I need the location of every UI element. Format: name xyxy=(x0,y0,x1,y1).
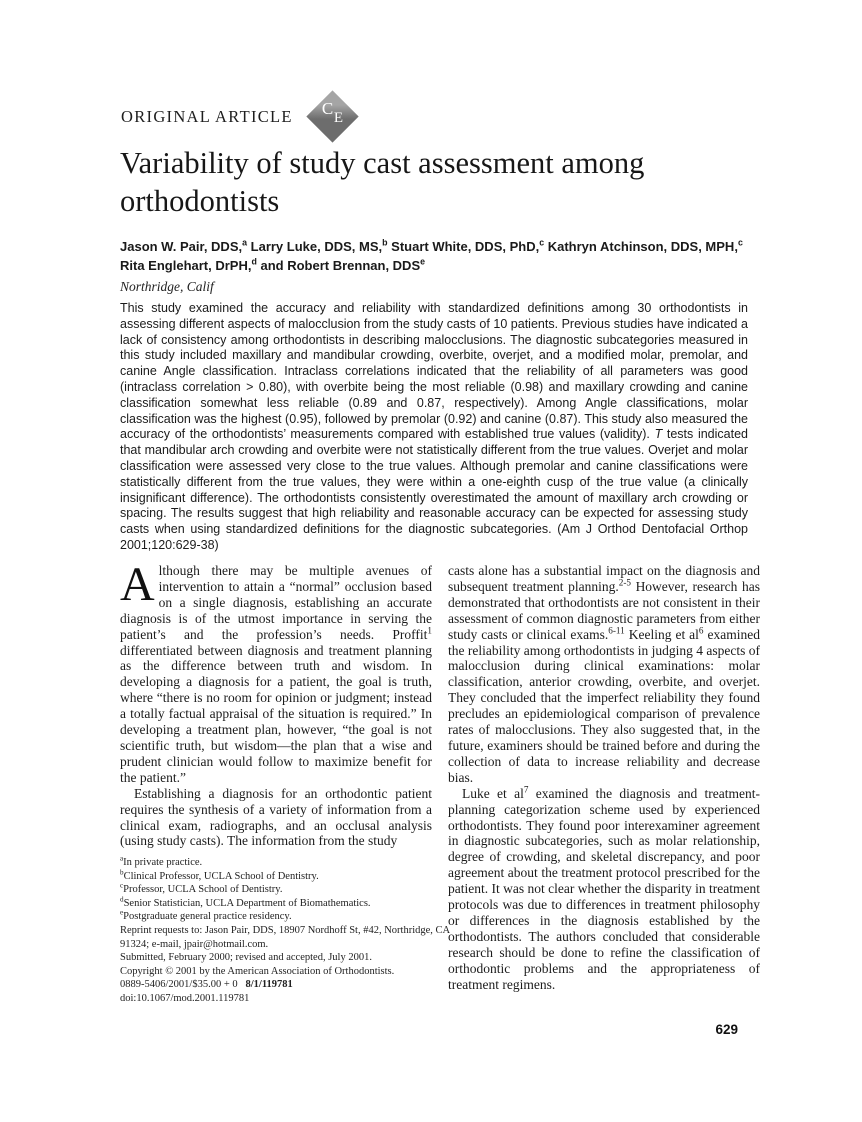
author-line: Jason W. Pair, DDS,$^a$ Larry Luke, DDS, MS,$^b$ Stuart White, DDS, PhD,$^c$ Kathryn Atchinson, DDS, MPH,$^c$ Rita Englehart, DrPH,$^d$ and Robert Brennan, DDS$^e$ xyxy=(120,237,743,273)
footnote-block xyxy=(120,856,452,1006)
footnote-reprint: Reprint requests to: Jason Pair, DDS, 18907 Nordhoff St, #42, Northridge, CA 91324; e-mail, jpair@hotmail.com. xyxy=(120,924,450,950)
article-title: Variability of study cast assessment among orthodontists xyxy=(120,146,645,218)
footnote: $^a$In private practice. xyxy=(120,854,203,868)
footnote-copyright: Copyright © 2001 by the American Association of Orthodontists. xyxy=(120,965,395,977)
body-paragraph: casts alone has a substantial impact on the diagnosis and subsequent treatment planning.$^{2-5}$ However, research has demonstrated that orthodontists are not consistent in their assessment of common diagnostic parameters from either study casts or clinical exams.$^{6-11}$ Keeling et $al^6$ examined the reliability among orthodontists in judging 4 aspects of malocclusion during clinical examinations: molar classification, anterior crowding, overbite, and overjet. They concluded that the imperfect reliability they found precludes an epidemiological comparison of prevalence rates of malocclusions. They also suggested that, in the future, examiners should be trained before and during the collection of data to increase reliability and decrease bias. xyxy=(448,563,760,785)
page-number: 629 xyxy=(715,1022,738,1037)
drop-cap: A xyxy=(120,558,155,611)
article-type-label: ORIGINAL ARTICLE xyxy=(121,107,293,126)
footnote-submitted: Submitted, February 2000; revised and accepted, July 2001. xyxy=(120,952,372,964)
affiliation: Northridge, Calif xyxy=(120,279,214,294)
ce-letter-c: C xyxy=(321,99,334,118)
ce-credit-icon xyxy=(307,91,359,143)
footnote: $^b$Clinical Professor, UCLA School of Dentistry. xyxy=(120,868,319,882)
intro-text: lthough there may be multiple avenues of intervention to attain a “normal” occlusion based on a single diagnosis, establishing an accurate diagnosis is of the utmost importance in serving the patient’s and the profession’s needs. Proffit$^1$ differentiated between diagnosis and treatment planning as the difference between truth and wisdom. In developing a diagnosis for a patient, the goal is truth, where “there is no room for opinion or judgment; instead a totally factual appraisal of the situation is required.” In developing a treatment plan, however, “the goal is not scientific truth, but wisdom—the plan that a wise and prudent clinician would follow to maximize benefit for the patient.” xyxy=(120,563,432,785)
ce-letter-e: E xyxy=(333,110,343,126)
right-column xyxy=(448,563,760,992)
body-paragraph: Establishing a diagnosis for an orthodontic patient requires the synthesis of a variety of information from a clinical exam, radiographs, and an occlusal analysis (using study casts). The information from the study xyxy=(120,785,432,849)
footnote-doi: doi:10.1067/mod.2001.119781 xyxy=(120,992,250,1004)
body-paragraph-intro xyxy=(120,558,432,786)
footnote: $^c$Professor, UCLA School of Dentistry. xyxy=(120,881,283,896)
footnote: $^e$Postgraduate general practice residency. xyxy=(120,908,292,923)
footnote-issn: 0889-5406/2001/$35.00 + 0 8/1/119781 xyxy=(120,979,293,991)
abstract-text: This study examined the accuracy and reliability with standardized definitions among 30 orthodontists in assessing different aspects of malocclusion from the study casts of 10 patients. Previous studies have indicated a lack of consistency among orthodontists in describing malocclusions. The diagnostic subcategories measured in this study included maxillary and mandibular crowding, overbite, overjet, and a modified molar, premolar, and canine Angle classification. Intraclass correlations indicated that the reliability of all parameters was good (intraclass correlation > 0.80), with overbite being the most reliable (0.98) and maxillary crowding and canine classification somewhat less reliable (0.89 and 0.87, respectively). Among Angle classifications, molar classification was the highest (0.95), followed by premolar (0.92) and canine (0.87). This study also measured the accuracy of the orthodontists’ measurements compared with established true values (validity). T tests indicated that mandibular arch crowding and overbite were not statistically different from the true values. Overjet and molar classification were assessed very close to the true values. Although premolar and canine classifications were statistically different from the true values, they were within a one-eighth cusp of the true value (a clinically insignificant difference). The orthodontists consistently overestimated the amount of maxillary arch crowding or spacing. The results suggest that high reliability and reasonable accuracy can be expected for assessing study casts when using standardized definitions for the diagnostic subcategories. (Am J Orthod Dentofacial Orthop 2001;120:629-38) xyxy=(120,301,748,552)
body-paragraph: Luke et $al^7$ examined the diagnosis and treatment-planning categorization scheme used by experienced orthodontists. They found poor interexaminer agreement in diagnostic subcategories, such as molar relationship, degree of crowding, and skeletal discrepancy, and poor agreement about the treatment protocol prescribed for the patient. It was not clear whether the disparity in treatment protocols was due to differences in treatment philosophy or differences in the diagnosis established by the orthodontists. The authors concluded that considerable research should be done to refine the classification of orthodontic problems and the appropriateness of treatment regimens. xyxy=(448,784,760,992)
footnote: $^d$Senior Statistician, UCLA Department of Biomathematics. xyxy=(120,895,371,909)
article-header xyxy=(121,92,359,142)
